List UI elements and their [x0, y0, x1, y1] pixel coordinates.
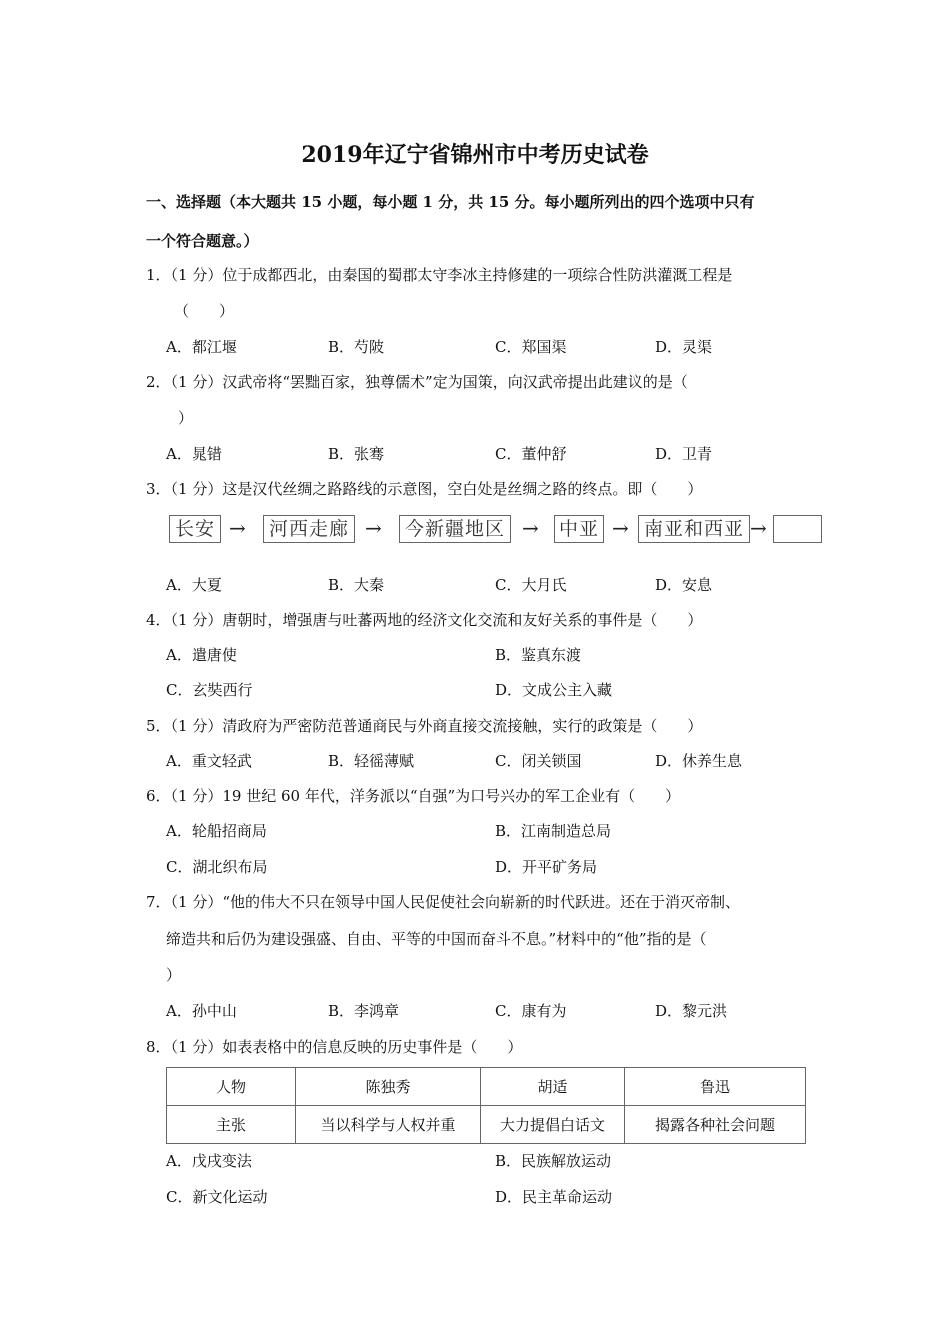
route-stop-hexi-corridor: 河西走廊 — [263, 515, 355, 543]
question-1-option-a: A．都江堰 — [166, 338, 237, 356]
question-6-option-d: D．开平矿务局 — [495, 858, 598, 876]
question-1-option-c: C．郑国渠 — [495, 338, 567, 356]
question-7-stem-end: ） — [166, 966, 182, 984]
question-7-option-d: D．黎元洪 — [655, 1002, 728, 1020]
question-7-stem-cont: 缔造共和后仍为建设强盛、自由、平等的中国而奋斗不息。”材料中的“他”指的是（ — [166, 930, 707, 948]
question-2-option-d: D．卫青 — [655, 445, 713, 463]
question-6-option-c: C．湖北织布局 — [166, 858, 268, 876]
question-8-option-b: B．民族解放运动 — [495, 1152, 612, 1170]
question-5-option-c: C．闭关锁国 — [495, 752, 582, 770]
table-cell: 鲁迅 — [625, 1068, 806, 1106]
question-4-option-d: D．文成公主入藏 — [495, 681, 613, 699]
section-heading: 一、选择题（本大题共 15 小题，每小题 1 分，共 15 分。每小题所列出的四个选项中只有 — [146, 193, 755, 211]
question-8-stem: 8．（1 分）如表表格中的信息反映的历史事件是（ ） — [146, 1038, 523, 1056]
table-cell: 人物 — [167, 1068, 296, 1106]
table-cell: 揭露各种社会问题 — [625, 1106, 806, 1144]
question-4-stem: 4．（1 分）唐朝时，增强唐与吐蕃两地的经济文化交流和友好关系的事件是（ ） — [146, 611, 703, 629]
info-table — [166, 1067, 806, 1144]
route-arrow: → — [522, 516, 539, 540]
route-arrow: → — [612, 516, 629, 540]
question-2-stem-cont: ） — [178, 409, 194, 427]
table-cell: 胡适 — [481, 1068, 625, 1106]
question-7-option-b: B．李鸿章 — [328, 1002, 400, 1020]
question-6-option-a: A．轮船招商局 — [166, 822, 267, 840]
table-row — [167, 1106, 806, 1144]
table-cell: 当以科学与人权并重 — [296, 1106, 481, 1144]
question-1-option-b: B．芍陂 — [328, 338, 385, 356]
question-3-stem: 3．（1 分）这是汉代丝绸之路路线的示意图，空白处是丝绸之路的终点。即（ ） — [146, 480, 703, 498]
table-cell: 陈独秀 — [296, 1068, 481, 1106]
question-5-option-b: B．轻徭薄赋 — [328, 752, 415, 770]
question-2-option-b: B．张骞 — [328, 445, 385, 463]
question-5-option-d: D．休养生息 — [655, 752, 743, 770]
question-6-stem: 6．（1 分）19 世纪 60 年代，洋务派以“自强”为口号兴办的军工企业有（ ） — [146, 787, 681, 805]
question-3-option-d: D．安息 — [655, 576, 713, 594]
table-cell: 大力提倡白话文 — [481, 1106, 625, 1144]
question-4-option-b: B．鉴真东渡 — [495, 646, 582, 664]
route-arrow: → — [229, 516, 246, 540]
question-8-option-d: D．民主革命运动 — [495, 1188, 613, 1206]
question-2-stem: 2．（1 分）汉武帝将“罢黜百家，独尊儒术”定为国策，向汉武帝提出此建议的是（ — [146, 373, 688, 391]
route-arrow: → — [750, 516, 767, 540]
question-1-option-d: D．灵渠 — [655, 338, 713, 356]
question-7-stem: 7．（1 分）“他的伟大不只在领导中国人民促使社会向崭新的时代跃进。还在于消灭帝制、 — [146, 893, 741, 911]
question-3-option-b: B．大秦 — [328, 576, 385, 594]
route-stop-central-asia: 中亚 — [554, 515, 604, 543]
question-6-option-b: B．江南制造总局 — [495, 822, 612, 840]
question-1-stem: 1．（1 分）位于成都西北，由秦国的蜀郡太守李冰主持修建的一项综合性防洪灌溉工程是 — [146, 266, 733, 284]
question-2-option-c: C．董仲舒 — [495, 445, 567, 463]
route-stop-changan: 长安 — [169, 515, 221, 543]
table-cell: 主张 — [167, 1106, 296, 1144]
question-7-option-a: A．孙中山 — [166, 1002, 237, 1020]
page-title: 2019年辽宁省锦州市中考历史试卷 — [301, 142, 649, 168]
question-2-option-a: A．晁错 — [166, 445, 222, 463]
question-4-option-c: C．玄奘西行 — [166, 681, 253, 699]
question-4-option-a: A．遣唐使 — [166, 646, 237, 664]
route-blank-endpoint — [773, 515, 822, 543]
route-stop-xinjiang: 今新疆地区 — [399, 515, 511, 543]
question-8-option-c: C．新文化运动 — [166, 1188, 268, 1206]
question-3-option-a: A．大夏 — [166, 576, 222, 594]
question-5-stem: 5．（1 分）清政府为严密防范普通商民与外商直接交流接触，实行的政策是（ ） — [146, 717, 703, 735]
question-8-option-a: A．戊戌变法 — [166, 1152, 252, 1170]
section-heading-cont: 一个符合题意。） — [146, 232, 259, 250]
question-1-stem-cont: （ ） — [174, 302, 235, 320]
question-3-option-c: C．大月氏 — [495, 576, 567, 594]
route-arrow: → — [365, 516, 382, 540]
question-7-option-c: C．康有为 — [495, 1002, 567, 1020]
question-5-option-a: A．重文轻武 — [166, 752, 252, 770]
route-stop-south-west-asia: 南亚和西亚 — [638, 515, 750, 543]
table-row — [167, 1068, 806, 1106]
